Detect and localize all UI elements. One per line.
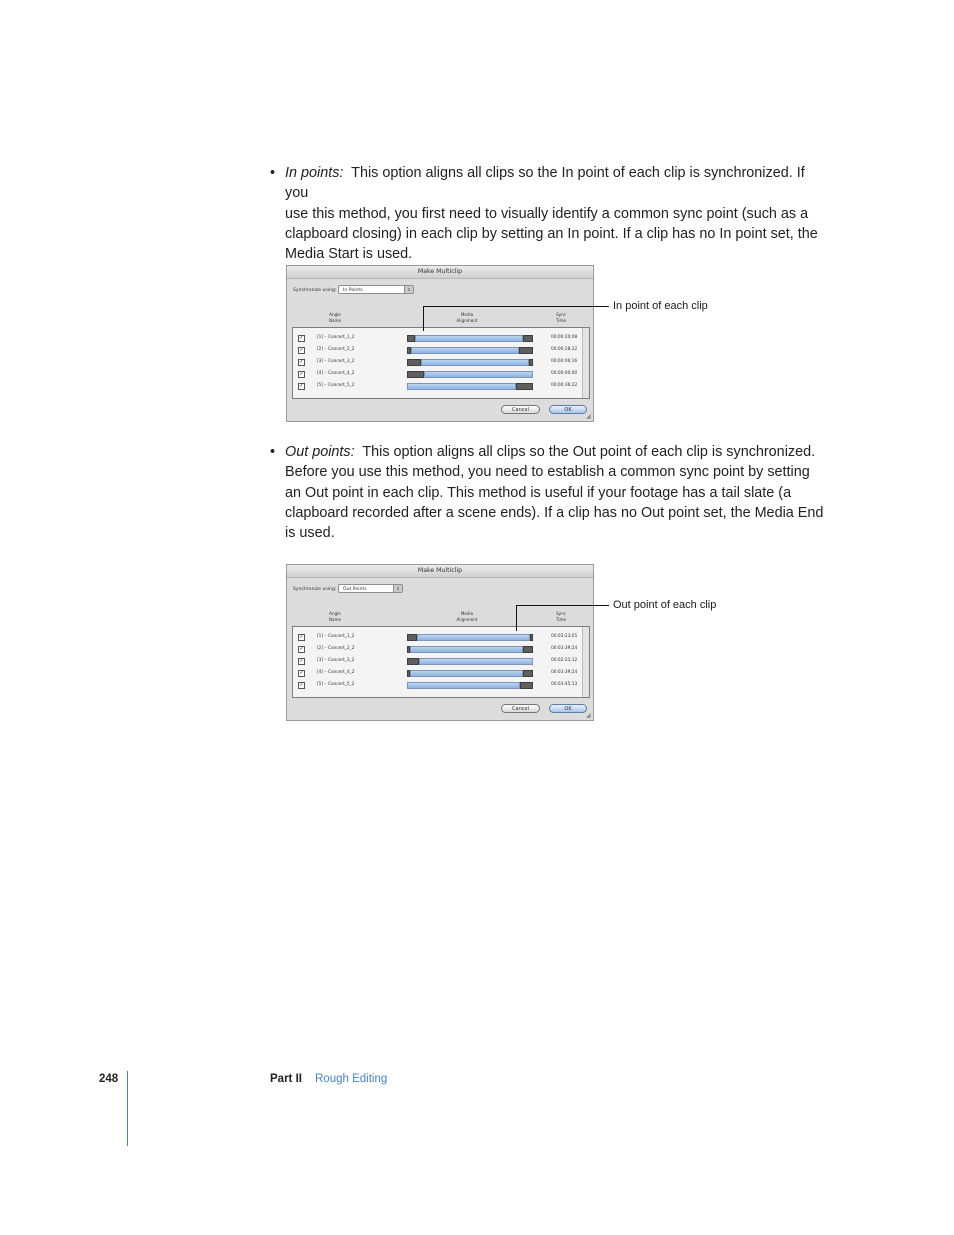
include-checkbox[interactable]: ✓ — [299, 335, 304, 341]
bullet-line: Out points: This option aligns all clips so the Out point of each clip is synchronized. — [285, 444, 816, 460]
column-header-sync-time: Sync Time — [555, 611, 567, 622]
include-checkbox[interactable]: ✓ — [299, 371, 304, 377]
resize-grip-icon[interactable]: ◢ — [586, 413, 591, 420]
footer-divider — [127, 1071, 128, 1146]
clip-row[interactable] — [293, 680, 583, 690]
clip-list[interactable] — [292, 327, 590, 399]
resize-grip-icon[interactable]: ◢ — [586, 712, 591, 719]
ok-button[interactable]: OK — [549, 704, 587, 713]
clip-name: [3] – Concert_3_2 — [317, 359, 355, 364]
clip-name: [2] – Concert_2_2 — [317, 347, 355, 352]
clip-row[interactable] — [293, 644, 583, 654]
column-header-sync-time: Sync Time — [555, 312, 567, 323]
sync-time: 00:00:28;22 — [551, 347, 578, 352]
sync-using-value: Out Points — [343, 587, 367, 592]
clip-name: [2] – Concert_2_2 — [317, 646, 355, 651]
ok-button[interactable]: OK — [549, 405, 587, 414]
column-header-media-alignment: Media Alignment — [456, 611, 478, 622]
media-alignment-bar[interactable] — [407, 335, 533, 342]
include-checkbox[interactable]: ✓ — [299, 347, 304, 353]
clip-name: [4] – Concert_4_2 — [317, 371, 355, 376]
sync-time: 00:00:20;08 — [551, 335, 578, 340]
bullet-marker: • — [270, 444, 276, 460]
footer-section-link[interactable]: Rough Editing — [315, 1073, 388, 1085]
dialog-title: Make Multiclip — [287, 266, 593, 279]
clip-row[interactable] — [293, 381, 583, 391]
sync-using-label: Synchronize using: — [293, 288, 337, 293]
sync-time: 00:03:45;13 — [551, 682, 578, 687]
sync-using-value: In Points — [343, 288, 363, 293]
list-scrollbar[interactable] — [582, 328, 589, 398]
clip-row[interactable] — [293, 333, 583, 343]
bullet-line: use this method, you first need to visually identify a common sync point (such as a — [285, 205, 809, 222]
sync-time: 00:03:39;24 — [551, 646, 578, 651]
media-alignment-bar[interactable] — [407, 359, 533, 366]
media-alignment-bar[interactable] — [407, 347, 533, 354]
dialog-title: Make Multiclip — [287, 565, 593, 578]
bullet-term: Out points: — [285, 444, 355, 460]
bullet-line: Before you use this method, you need to establish a common sync point by setting — [285, 464, 810, 481]
clip-name: [1] – Concert_1_2 — [317, 335, 355, 340]
bullet-line: an Out point in each clip. This method is useful if your footage has a tail slate (a — [285, 484, 792, 501]
clip-row[interactable] — [293, 632, 583, 642]
bullet-in-points — [270, 163, 830, 264]
callout-out-point: Out point of each clip — [613, 599, 717, 611]
include-checkbox[interactable]: ✓ — [299, 383, 304, 389]
clip-name: [5] – Concert_5_2 — [317, 383, 355, 388]
sync-time: 00:02:21;12 — [551, 658, 578, 663]
bullet-line: clapboard closing) in each clip by setting an In point. If a clip has no In point set, the — [285, 225, 818, 242]
clip-row[interactable] — [293, 369, 583, 379]
clip-row[interactable] — [293, 668, 583, 678]
clip-name: [4] – Concert_4_2 — [317, 670, 355, 675]
include-checkbox[interactable]: ✓ — [299, 670, 304, 676]
column-header-angle-name: Angle Name — [328, 611, 342, 622]
sync-time: 00:00:36;22 — [551, 383, 578, 388]
include-checkbox[interactable]: ✓ — [299, 359, 304, 365]
select-arrows-icon: ⇕ — [393, 585, 402, 592]
clip-list[interactable] — [292, 626, 590, 698]
bullet-line: In points: This option aligns all clips so the In point of each clip is synchronized. If you — [285, 165, 805, 202]
list-scrollbar[interactable] — [582, 627, 589, 697]
select-arrows-icon: ⇕ — [404, 286, 413, 293]
bullet-line: clapboard recorded after a scene ends). If a clip has no Out point set, the Media End — [285, 504, 824, 521]
clip-row[interactable] — [293, 357, 583, 367]
callout-leader-line — [423, 306, 609, 307]
sync-time: 00:00:00;00 — [551, 371, 578, 376]
callout-leader-line — [516, 605, 609, 606]
media-alignment-bar[interactable] — [407, 634, 533, 641]
sync-using-label: Synchronize using: — [293, 587, 337, 592]
include-checkbox[interactable]: ✓ — [299, 634, 304, 640]
bullet-line: is used. — [285, 525, 335, 542]
include-checkbox[interactable]: ✓ — [299, 646, 304, 652]
bullet-marker: • — [270, 165, 276, 181]
media-alignment-bar[interactable] — [407, 658, 533, 665]
cancel-button[interactable]: Cancel — [501, 704, 540, 713]
column-header-angle-name: Angle Name — [328, 312, 342, 323]
page-number: 248 — [99, 1073, 119, 1085]
cancel-button[interactable]: Cancel — [501, 405, 540, 414]
media-alignment-bar[interactable] — [407, 646, 533, 653]
callout-in-point: In point of each clip — [613, 300, 708, 312]
sync-time: 00:00:06;16 — [551, 359, 578, 364]
clip-row[interactable] — [293, 656, 583, 666]
bullet-out-points — [270, 442, 830, 543]
sync-using-select[interactable] — [338, 584, 403, 593]
bullet-term: In points: — [285, 165, 344, 181]
include-checkbox[interactable]: ✓ — [299, 682, 304, 688]
column-header-media-alignment: Media Alignment — [456, 312, 478, 323]
make-multiclip-dialog-in-points — [286, 265, 594, 422]
footer-part: Part II — [270, 1073, 302, 1085]
clip-name: [5] – Concert_5_2 — [317, 682, 355, 687]
make-multiclip-dialog-out-points — [286, 564, 594, 721]
clip-name: [1] – Concert_1_2 — [317, 634, 355, 639]
media-alignment-bar[interactable] — [407, 371, 533, 378]
bullet-line: Media Start is used. — [285, 246, 413, 263]
media-alignment-bar[interactable] — [407, 682, 533, 689]
include-checkbox[interactable]: ✓ — [299, 658, 304, 664]
sync-time: 00:03:39;24 — [551, 670, 578, 675]
callout-leader-line — [423, 306, 424, 331]
sync-using-select[interactable] — [338, 285, 414, 294]
clip-row[interactable] — [293, 345, 583, 355]
callout-leader-line — [516, 605, 517, 631]
media-alignment-bar[interactable] — [407, 383, 533, 390]
clip-name: [3] – Concert_3_2 — [317, 658, 355, 663]
sync-time: 00:03:23;05 — [551, 634, 578, 639]
media-alignment-bar[interactable] — [407, 670, 533, 677]
